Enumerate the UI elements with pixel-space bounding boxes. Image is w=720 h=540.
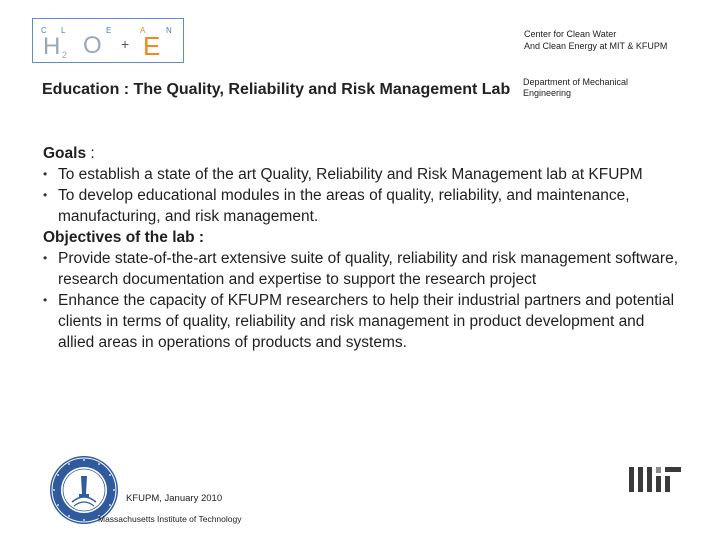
clean-water-energy-logo	[32, 18, 184, 63]
mit-logo-graphic	[629, 467, 681, 492]
goal-item: • To develop educational modules in the areas of quality, reliability, and maintenance, manufacturing, and risk management.	[43, 185, 683, 227]
goals-heading	[43, 143, 683, 164]
objectives-list	[43, 248, 683, 353]
logo-letter-a: A	[140, 26, 146, 35]
logo-formula-h: H	[43, 33, 61, 60]
footer-date: KFUPM, January 2010	[126, 493, 223, 504]
objective-item: • Enhance the capacity of KFUPM researchers to help their industrial partners and potential clients in terms of quality, reliability and risk management in product development and allied areas in operations of products and systems.	[43, 290, 683, 353]
department-line1: Department of Mechanical	[523, 77, 629, 87]
logo-formula-o: O	[83, 32, 102, 59]
footer-institution: Massachusetts Institute of Technology	[98, 514, 242, 524]
objectives-label: Objectives of the lab :	[43, 229, 205, 246]
center-name	[524, 28, 667, 52]
logo-letter-l: L	[61, 26, 66, 35]
center-name-line1: Center for Clean Water	[524, 29, 617, 39]
logo-formula-subscript: 2	[62, 50, 68, 60]
logo-letter-n: N	[166, 26, 172, 35]
goal-item: • To establish a state of the art Quality, Reliability and Risk Management lab at KFUPM	[43, 164, 683, 185]
logo-letter-c: C	[41, 26, 47, 35]
logo-formula-e: E	[143, 31, 161, 61]
mit-logo-icon	[629, 467, 681, 492]
department-line2: Engineering	[523, 88, 572, 98]
goals-label: Goals	[43, 145, 87, 162]
center-name-line2: And Clean Energy at MIT & KFUPM	[524, 41, 668, 51]
page-title: Education : The Quality, Reliability and Risk Management Lab	[42, 81, 511, 98]
goals-list	[43, 164, 683, 227]
objectives-heading	[43, 227, 683, 248]
objective-item: • Provide state-of-the-art extensive suite of quality, reliability and risk management software, research documentation and expertise to support the research project	[43, 248, 683, 290]
goals-suffix: :	[86, 145, 95, 162]
clean-logo-graphic	[33, 19, 183, 62]
slide-body	[43, 143, 683, 353]
logo-letter-e: E	[106, 26, 112, 35]
logo-plus: +	[121, 36, 130, 52]
department-label	[523, 77, 663, 99]
